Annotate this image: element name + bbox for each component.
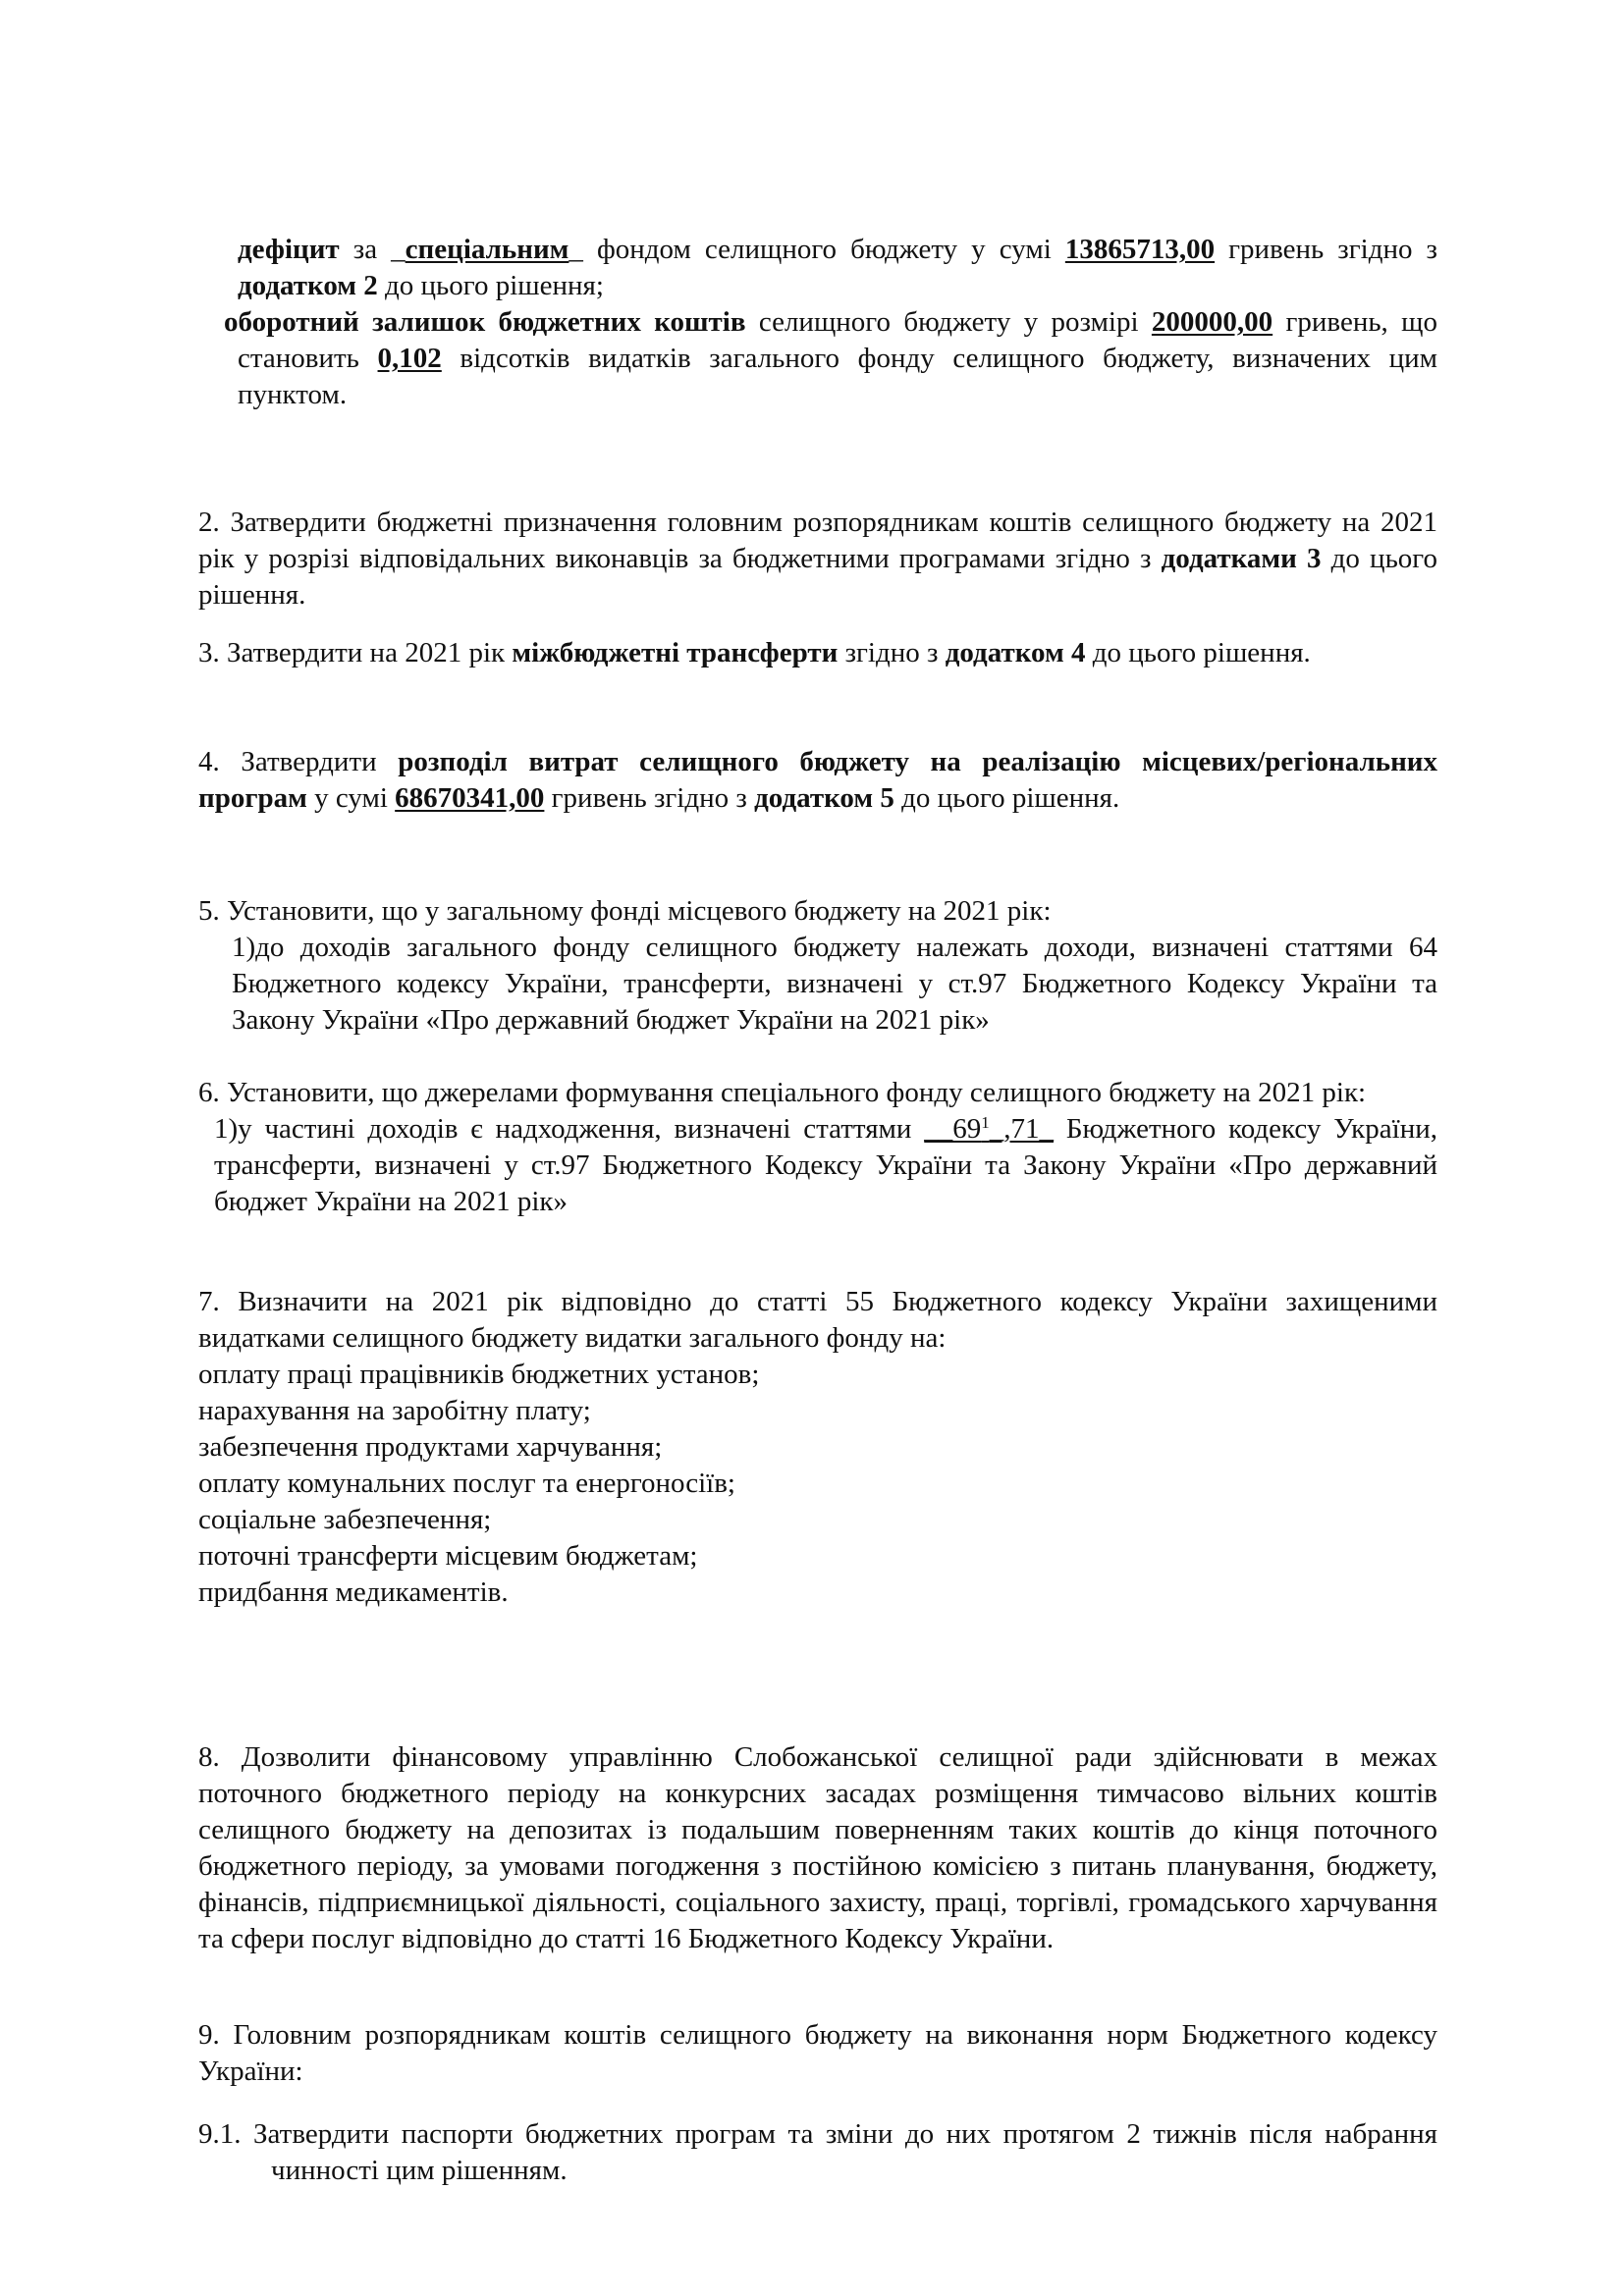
- appendix-ref: додатком 5: [754, 782, 894, 814]
- paragraph-6: [198, 1075, 1437, 1220]
- article-ref: $\_\_69^1\_,71\_$: [924, 1113, 1054, 1145]
- paragraph-4: 4. Затвердити розподіл витрат селищного бюджету на реалізацію місцевих/регіональних програм у сумі 68670341,00 гривень згідно з додатком 5 до цього рішення.: [198, 746, 1437, 814]
- balance-amount: 200000,00: [1151, 306, 1273, 338]
- list-item: оплату праці працівників бюджетних установ;: [198, 1359, 760, 1390]
- balance-label: оборотний залишок бюджетних коштів: [224, 306, 746, 338]
- list-item: забезпечення продуктами харчування;: [198, 1431, 663, 1463]
- paragraph-2: 2. Затвердити бюджетні призначення головним розпорядникам коштів селищного бюджету на 2021 рік у розрізі відповідальних виконавців за бюджетними програмами згідно з додатками 3 до цього рішення.: [198, 507, 1437, 611]
- fund-type: спеціальним: [405, 234, 569, 265]
- paragraph-6-item: 1)у частині доходів є надходження, визначені статтями $\_\_69^1\_,71\_$ Бюджетного кодексу України, трансферти, визначені у ст.97 Бюджетного Кодексу України та Закону України «Про державний бюджет України на 2021 рік»: [214, 1113, 1437, 1217]
- paragraph-8: 8. Дозволити фінансовому управлінню Слобожанської селищної ради здійснювати в межах поточного бюджетного періоду на конкурсних засадах розміщення тимчасово вільних коштів селищного бюджету на депозитах із подальшим поверненням таких коштів до кінця поточного бюджетного періоду, за умовами погодження з постійною комісією з питань планування, бюджету, фінансів, підприємницької діяльності, соціального захисту, праці, торгівлі, громадського харчування та сфери послуг відповідно до статті 16 Бюджетного Кодексу України.: [198, 1741, 1437, 1954]
- deficit-label: дефіцит: [238, 234, 340, 265]
- balance-clause: оборотний залишок бюджетних коштів селищного бюджету у розмірі 200000,00 гривень, що становить 0,102 відсотків видатків загального фонду селищного бюджету, визначених цим пунктом.: [224, 306, 1438, 410]
- programs-label: розподіл витрат селищного бюджету на реалізацію місцевих/регіональних програм: [198, 746, 1437, 814]
- paragraph-5-head: 5. Установити, що у загальному фонді місцевого бюджету на 2021 рік:: [198, 895, 1052, 927]
- appendix-ref: додатками 3: [1161, 543, 1322, 574]
- appendix-ref: додатком 4: [945, 637, 1086, 668]
- paragraph-5-item: 1)до доходів загального фонду селищного бюджету належать доходи, визначені статтями 64 Бюджетного кодексу України, трансферти, визначені у ст.97 Бюджетного Кодексу України та Закону України «Про державний бюджет України на 2021 рік»: [232, 932, 1437, 1036]
- deficit-clause: дефіцит за _спеціальним_ фондом селищного бюджету у сумі 13865713,00 гривень згідно з додатком 2 до цього рішення;: [238, 234, 1437, 301]
- list-item: оплату комунальних послуг та енергоносіїв;: [198, 1468, 735, 1499]
- appendix-ref: додатком 2: [238, 270, 378, 301]
- paragraph-7: [198, 1284, 1437, 1611]
- programs-amount: 68670341,00: [395, 782, 545, 814]
- paragraph-7-head: 7. Визначити на 2021 рік відповідно до статті 55 Бюджетного кодексу України захищеними видатками селищного бюджету видатки загального фонду на:: [198, 1286, 1437, 1354]
- deficit-amount: 13865713,00: [1064, 234, 1216, 265]
- paragraph-3: 3. Затвердити на 2021 рік міжбюджетні трансферти згідно з додатком 4 до цього рішення.: [198, 637, 1311, 668]
- paragraph-9-1: 9.1. Затвердити паспорти бюджетних програм та зміни до них протягом 2 тижнів після набрання чинності цим рішенням.: [198, 2118, 1437, 2186]
- expense-list: [198, 1357, 1437, 1611]
- paragraph-9: 9. Головним розпорядникам коштів селищного бюджету на виконання норм Бюджетного кодексу України:: [198, 2019, 1437, 2087]
- transfers-label: міжбюджетні трансферти: [512, 637, 839, 668]
- paragraph-6-head: 6. Установити, що джерелами формування спеціального фонду селищного бюджету на 2021 рік:: [198, 1077, 1367, 1108]
- list-item: придбання медикаментів.: [198, 1576, 509, 1608]
- list-item: соціальне забезпечення;: [198, 1504, 492, 1535]
- list-item: нарахування на заробітну плату;: [198, 1395, 591, 1426]
- list-item: поточні трансферти місцевим бюджетам;: [198, 1540, 698, 1572]
- paragraph-5: [198, 893, 1437, 1039]
- balance-percent: 0,102: [377, 343, 442, 374]
